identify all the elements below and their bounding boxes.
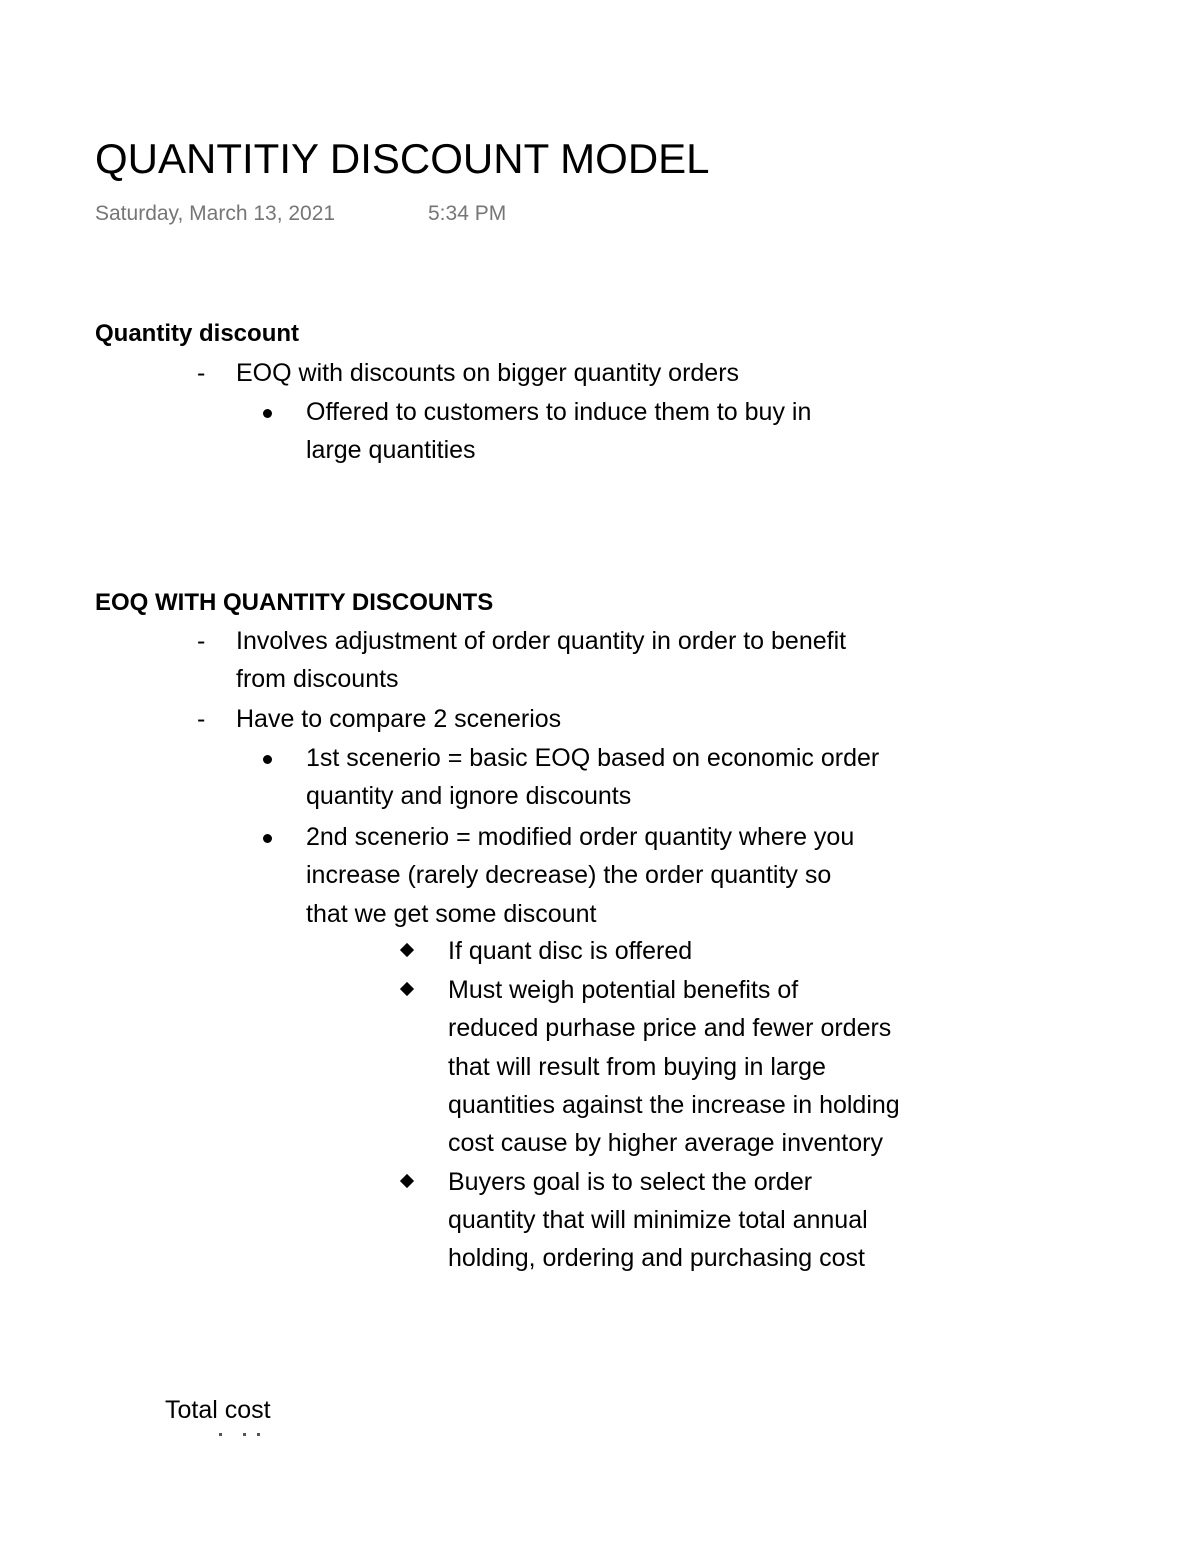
- list-item: If quant disc is offered: [448, 937, 693, 965]
- list-item: Involves adjustment of order quantity in order to benefit: [236, 627, 847, 655]
- list-item: EOQ with discounts on bigger quantity orders: [236, 359, 740, 387]
- bullet-icon: [263, 755, 272, 764]
- page-title: QUANTITIY DISCOUNT MODEL: [95, 135, 710, 182]
- list-item-continued: quantity and ignore discounts: [306, 782, 632, 810]
- dash-marker: -: [197, 359, 206, 387]
- diamond-bullet-icon: [400, 943, 414, 957]
- list-item-continued: large quantities: [306, 436, 476, 464]
- list-item-continued: that we get some discount: [306, 900, 597, 928]
- dash-marker: -: [197, 627, 206, 655]
- dash-marker: -: [197, 705, 206, 733]
- list-item-continued: that will result from buying in large: [448, 1053, 826, 1081]
- cut-off-text-fragment: [165, 1430, 305, 1436]
- list-item-continued: from discounts: [236, 665, 399, 693]
- bullet-icon: [263, 409, 272, 418]
- bullet-icon: [263, 834, 272, 843]
- section-heading-eoq-with-quantity-discounts: EOQ WITH QUANTITY DISCOUNTS: [95, 589, 494, 616]
- list-item: Have to compare 2 scenerios: [236, 705, 562, 733]
- total-cost-label: Total cost: [165, 1396, 271, 1424]
- note-date: Saturday, March 13, 2021: [95, 202, 336, 225]
- list-item: Must weigh potential benefits of: [448, 976, 799, 1004]
- list-item-continued: quantities against the increase in holding: [448, 1091, 900, 1119]
- list-item: 1st scenerio = basic EOQ based on economic order: [306, 744, 880, 772]
- list-item-continued: reduced purhase price and fewer orders: [448, 1014, 892, 1042]
- list-item: 2nd scenerio = modified order quantity where you: [306, 823, 855, 851]
- list-item-continued: holding, ordering and purchasing cost: [448, 1244, 865, 1272]
- list-item: Buyers goal is to select the order: [448, 1168, 813, 1196]
- diamond-bullet-icon: [400, 982, 414, 996]
- note-time: 5:34 PM: [428, 202, 507, 225]
- list-item: Offered to customers to induce them to buy in: [306, 398, 812, 426]
- list-item-continued: quantity that will minimize total annual: [448, 1206, 868, 1234]
- list-item-continued: increase (rarely decrease) the order quantity so: [306, 861, 832, 889]
- list-item-continued: cost cause by higher average inventory: [448, 1129, 883, 1157]
- section-heading-quantity-discount: Quantity discount: [95, 320, 299, 347]
- diamond-bullet-icon: [400, 1174, 414, 1188]
